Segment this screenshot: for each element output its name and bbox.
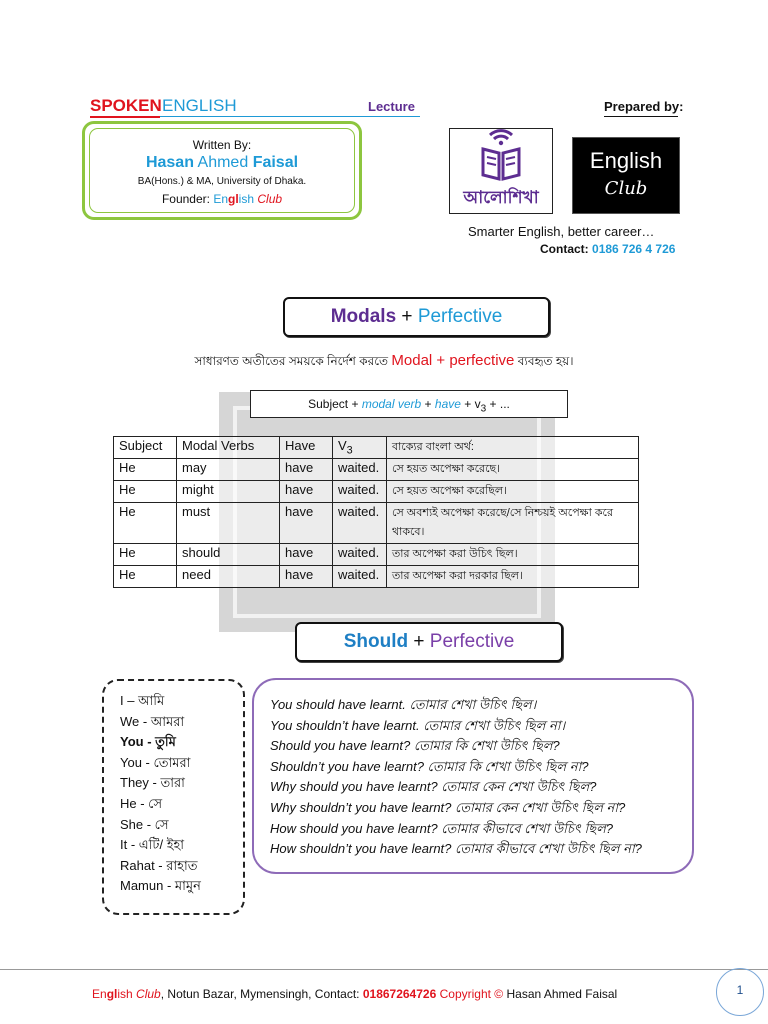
examples-box (252, 678, 694, 874)
brand-gl: gl (228, 192, 239, 206)
th-v3 (333, 437, 387, 459)
footer-phone: 01867264726 (362, 987, 437, 1001)
cell-meaning: সে হয়ত অপেক্ষা করেছিল। (387, 481, 639, 503)
footer-brand-gl: gl (106, 987, 118, 1001)
brand-ish: ish (238, 192, 255, 206)
formula-box (250, 390, 568, 418)
open-book-wifi-icon (450, 129, 552, 213)
should-title-part1: Should (343, 631, 409, 652)
table-header-row (114, 437, 639, 459)
list-item: They - তারা (120, 775, 185, 791)
founder-label: Founder: (161, 192, 210, 206)
should-title-plus: + (413, 631, 425, 652)
list-item: Shouldn’t you have learnt? তোমার কি শেখা উচিৎ ছিল না? (270, 758, 589, 774)
list-item: You shouldn’t have learnt. তোমার শেখা উচিৎ ছিল না। (270, 717, 566, 733)
header-spoken: SPOKEN (90, 96, 162, 115)
author-founder (85, 192, 359, 206)
th-modal-verbs: Modal Verbs (177, 437, 280, 459)
cell-have: have (280, 544, 333, 566)
list-item: He - সে (120, 795, 163, 811)
formula-plus-v: + v (464, 397, 481, 411)
author-first-name: Hasan (145, 154, 194, 171)
should-title-part2: Perfective (429, 631, 515, 652)
should-perfective-title (295, 622, 563, 662)
contact (540, 242, 675, 256)
table-row (114, 566, 639, 588)
contact-number: 0186 726 4 726 (592, 242, 676, 256)
contact-label: Contact: (540, 242, 589, 256)
cell-have: have (280, 566, 333, 588)
footer-address: , Notun Bazar, Mymensingh, Contact: (160, 987, 360, 1001)
table-row (114, 503, 639, 544)
club-logo-line1: English (589, 148, 663, 173)
formula-tail: + ... (489, 397, 510, 411)
cell-v3: waited. (333, 566, 387, 588)
examples-list (270, 695, 642, 860)
cell-meaning: তার অপেক্ষা করা উচিৎ ছিল। (387, 544, 639, 566)
cell-have: have (280, 481, 333, 503)
cell-modal: may (177, 459, 280, 481)
list-item: How should you have learnt? তোমার কীভাবে শেখা উচিৎ ছিল? (270, 820, 613, 836)
footer (92, 987, 617, 1001)
table-row (114, 459, 639, 481)
cell-subject: He (114, 459, 177, 481)
author-degree: BA(Hons.) & MA, University of Dhaka. (137, 176, 307, 187)
list-item: Why should you have learnt? তোমার কেন শেখা উচিৎ ছিল? (270, 779, 597, 795)
list-item: Mamun - মামুন (120, 878, 201, 894)
table-row (114, 481, 639, 503)
cell-meaning: তার অপেক্ষা করা দরকার ছিল। (387, 566, 639, 588)
author-middle-name: Ahmed (197, 154, 249, 171)
cell-subject: He (114, 481, 177, 503)
header-prepared-by: Prepared by: (604, 99, 684, 114)
footer-owner: Hasan Ahmed Faisal (506, 987, 618, 1001)
header-spoken-underline (90, 116, 160, 118)
modals-title-plus: + (401, 306, 413, 327)
cell-subject: He (114, 544, 177, 566)
list-item: You should have learnt. তোমার শেখা উচিৎ ছিল। (270, 697, 537, 712)
desc-before: সাধারণত অতীতের সময়কে নির্দেশ করতে (194, 354, 389, 368)
footer-brand-ish: ish (117, 987, 133, 1001)
th-v-label: V (338, 438, 347, 453)
modal-perfective-description (0, 352, 768, 373)
tagline: Smarter English, better career… (468, 224, 655, 239)
cell-modal: should (177, 544, 280, 566)
list-item: We - আমরা (120, 713, 185, 729)
written-by-label: Written By: (192, 138, 252, 152)
footer-divider (0, 969, 768, 970)
desc-after: ব্যবহৃত হয়। (517, 354, 574, 368)
formula-modal-verb: modal verb (361, 397, 422, 411)
th-have: Have (280, 437, 333, 459)
cell-subject: He (114, 503, 177, 544)
table-row (114, 544, 639, 566)
header-english: ENGLISH (162, 96, 237, 115)
pronoun-box (102, 679, 245, 915)
header-lecture: Lecture (368, 99, 415, 114)
list-item: Why shouldn’t you have learnt? তোমার কেন শেখা উচিৎ ছিল না? (270, 799, 626, 815)
list-item: You - তুমি (120, 734, 176, 750)
th-bangla-meaning: বাক্যের বাংলা অর্থ: (387, 437, 639, 459)
list-item: You - তোমরা (120, 754, 191, 770)
formula-have: have (434, 397, 461, 411)
modals-perfective-title (283, 297, 550, 337)
cell-v3: waited. (333, 503, 387, 544)
cell-v3: waited. (333, 459, 387, 481)
list-item: I – আমি (120, 693, 165, 708)
pronoun-list (120, 691, 201, 897)
modals-title-part1: Modals (330, 306, 397, 327)
aloshikha-logo (449, 128, 553, 214)
author-name (85, 154, 359, 172)
footer-copyright: Copyright © (439, 987, 504, 1001)
list-item: Should you have learnt? তোমার কি শেখা উচিৎ ছিল? (270, 738, 560, 754)
author-box (82, 121, 362, 220)
cell-have: have (280, 503, 333, 544)
formula-subject: Subject + (308, 397, 359, 411)
author-last-name: Faisal (252, 154, 299, 171)
cell-have: have (280, 459, 333, 481)
list-item: Rahat - রাহাত (120, 857, 198, 873)
list-item: How shouldn’t you have learnt? তোমার কীভাবে শেখা উচিৎ ছিল না? (270, 841, 642, 857)
th-subject: Subject (114, 437, 177, 459)
footer-brand-en: En (92, 987, 107, 1001)
formula-v-sub: 3 (480, 403, 487, 415)
page-number: 1 (716, 968, 764, 1016)
brand-club: Club (257, 192, 283, 206)
english-club-logo (572, 137, 680, 214)
cell-modal: need (177, 566, 280, 588)
th-v-sub: 3 (346, 444, 353, 457)
book-logo-text: আলোশিখা (463, 188, 539, 208)
cell-meaning: সে হয়ত অপেক্ষা করেছে। (387, 459, 639, 481)
cell-v3: waited. (333, 481, 387, 503)
header-prepared-underline (604, 116, 678, 117)
club-logo-line2: Club (604, 178, 648, 199)
cell-meaning: সে অবশ্যই অপেক্ষা করেছে/সে নিশ্চয়ই অপেক্ষা করে থাকবে। (387, 503, 639, 544)
list-item: She - সে (120, 816, 169, 832)
formula-plus1: + (424, 397, 432, 411)
cell-subject: He (114, 566, 177, 588)
cell-modal: must (177, 503, 280, 544)
modals-title-part2: Perfective (417, 306, 503, 327)
footer-brand-club: Club (136, 987, 161, 1001)
desc-highlight: Modal + perfective (391, 352, 515, 369)
brand-en: En (213, 192, 228, 206)
cell-v3: waited. (333, 544, 387, 566)
modal-verbs-table (113, 436, 639, 588)
cell-modal: might (177, 481, 280, 503)
list-item: It - এটি/ ইহা (120, 837, 185, 853)
